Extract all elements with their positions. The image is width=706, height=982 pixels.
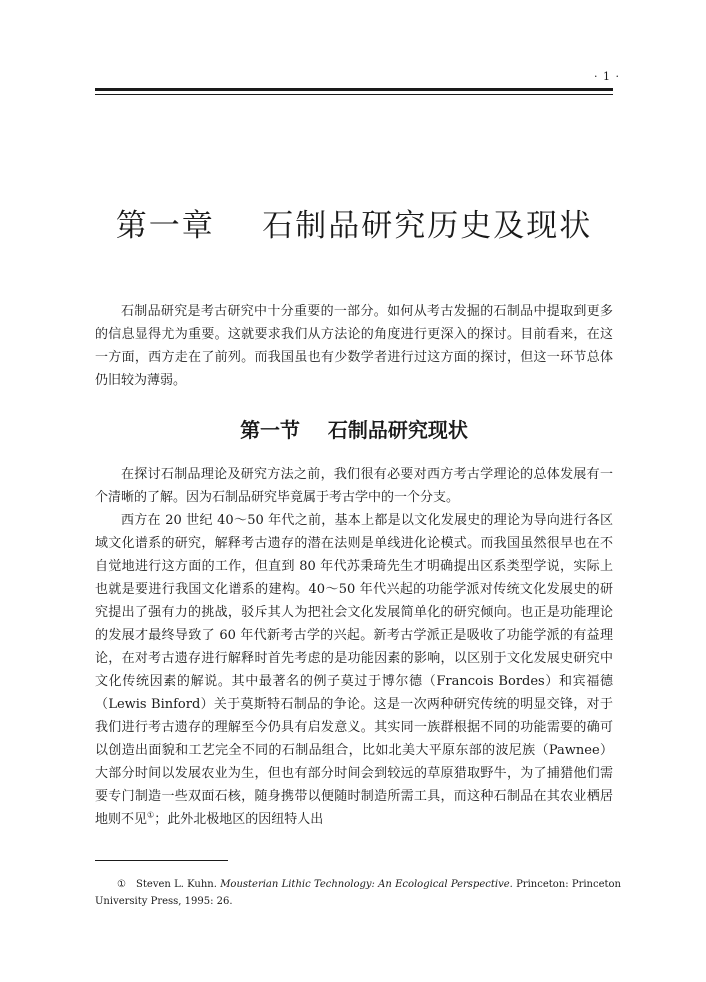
- body-paragraph-2-main: 西方在 20 世纪 40～50 年代之前，基本上都是以文化发展史的理论为导向进行各区域文化谱系的研究，解释考古遗存的潜在法则是单线进化论模式。而我国虽然很早也在不自觉地进行这方面的工作，但直到 80 年代苏秉琦先生才明确提出区系类型学说，实际上也就是要进行我国文化谱系的建构。40～50 年代兴起的功能学派对传统文化发展史的研究提出了强有力的挑战，驳斥其人为把社会文化发展简单化的研究倾向。也正是功能理论的发展才最终导致了 60 年代新考古学的兴起。新考古学派正是吸收了功能学派的有益理论，在对考古遗存进行解释时首先考虑的是功能因素的影响，以区别于文化发展史研究中文化传统因素的解说。其中最著名的例子莫过于博尔德（Francois Bordes）和宾福德（Lewis Binford）关于莫斯特石制品的争论。这是一次两种研究传统的明显交锋，对于我们进行考古遗存的理解至今仍具有启发意义。其实同一族群根据不同的功能需要的确可以创造出面貌和工艺完全不同的石制品组合，比如北美大平原东部的波尼族（Pawnee）大部分时间以发展农业为生，但也有部分时间会到较远的草原猎取野牛，为了捕猎他们需要专门制造一些双面石核，随身携带以便随时制造所需工具，而这种石制品在其农业栖居地则不见: [95, 513, 613, 827]
- footnote-publication: . Princeton: Princeton University Press, 1995: 26.: [95, 879, 621, 907]
- footnote-rule: [95, 860, 228, 861]
- intro-section: [95, 300, 613, 392]
- intro-paragraph: 石制品研究是考古研究中十分重要的一部分。如何从考古发掘的石制品中提取到更多的信息显得尤为重要。这就要求我们从方法论的角度进行更深入的探讨。目前看来，在这一方面，西方走在了前列。而我国虽也有少数学者进行过这方面的探讨，但这一环节总体仍旧较为薄弱。: [95, 304, 613, 388]
- section-title: 第一节 石制品研究现状: [240, 418, 468, 442]
- body-paragraph-1: 在探讨石制品理论及研究方法之前，我们很有必要对西方考古学理论的总体发展有一个清晰的了解。因为石制品研究毕竟属于考古学中的一个分支。: [95, 467, 613, 505]
- body-section: [95, 463, 613, 831]
- header-rule-thick: [95, 88, 613, 91]
- footnote: [95, 876, 621, 910]
- header-rule-thin: [95, 94, 613, 95]
- body-paragraph-2-tail: ；此外北极地区的因纽特人出: [154, 812, 324, 827]
- page-number: · 1 ·: [594, 70, 620, 83]
- footnote-title: Mousterian Lithic Technology: An Ecological Perspective: [220, 879, 510, 890]
- footnote-author: Steven L. Kuhn.: [136, 879, 217, 890]
- footnote-number: ①: [117, 879, 127, 890]
- chapter-title: 第一章 石制品研究历史及现状: [115, 208, 593, 244]
- body-paragraph-2: [95, 509, 613, 831]
- footnote-marker[interactable]: ①: [147, 810, 155, 820]
